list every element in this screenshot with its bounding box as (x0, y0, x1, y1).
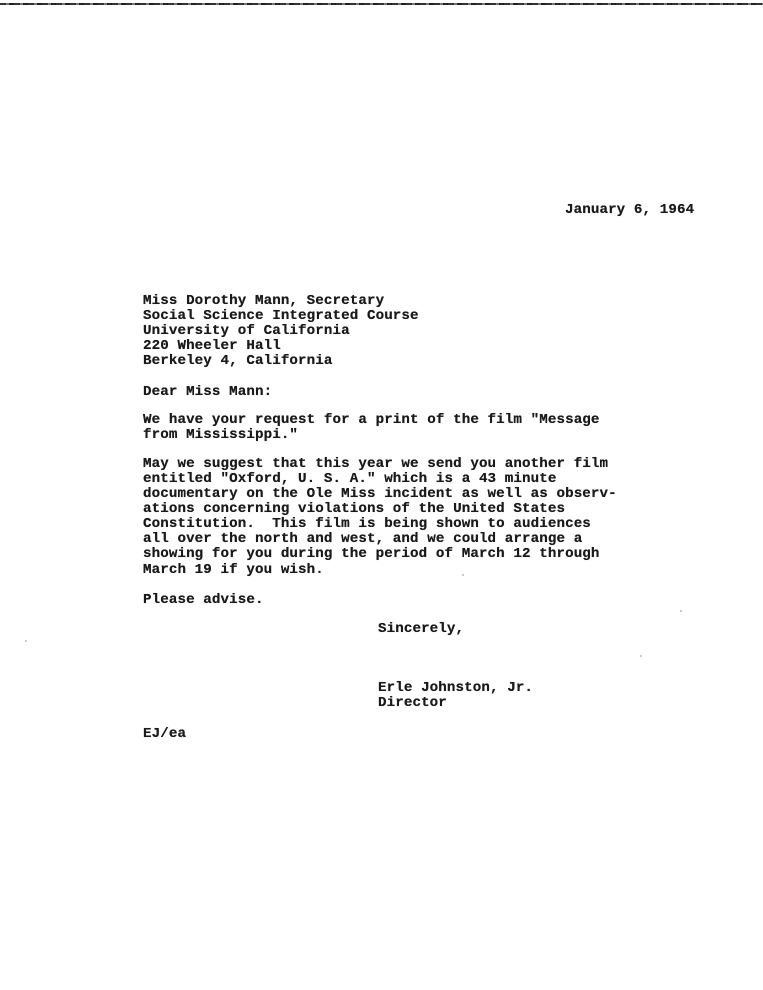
reference-initials: EJ/ea (143, 726, 187, 742)
recipient-line: Miss Dorothy Mann, Secretary (143, 293, 385, 309)
page-top-edge (0, 3, 763, 5)
signer-name: Erle Johnston, Jr. (378, 680, 534, 696)
scan-speck (462, 574, 464, 576)
paragraph-line: documentary on the Ole Miss incident as well as observ- (143, 486, 617, 502)
letter-date: January 6, 1964 (565, 202, 695, 218)
paragraph-line: from Mississippi." (143, 427, 299, 443)
paragraph-line: We have your request for a print of the film "Message (143, 412, 600, 428)
paragraph-line: May we suggest that this year we send you another film (143, 456, 609, 472)
paragraph-line: all over the north and west, and we could arrange a (143, 531, 583, 547)
closing-request: Please advise. (143, 592, 264, 608)
scan-speck (25, 640, 27, 642)
paragraph-line: Constitution. This film is being shown to audiences (143, 516, 591, 532)
recipient-line: 220 Wheeler Hall (143, 338, 281, 354)
salutation: Dear Miss Mann: (143, 384, 273, 400)
scan-speck (680, 610, 682, 612)
recipient-line: University of California (143, 323, 350, 339)
recipient-line: Berkeley 4, California (143, 353, 333, 369)
paragraph-line: March 19 if you wish. (143, 562, 324, 578)
recipient-line: Social Science Integrated Course (143, 308, 419, 324)
paragraph-line: ations concerning violations of the United States (143, 501, 566, 517)
signer-title: Director (378, 695, 447, 711)
paragraph-line: entitled "Oxford, U. S. A." which is a 43 minute (143, 471, 557, 487)
paragraph-line: showing for you during the period of March 12 through (143, 546, 600, 562)
scan-speck (640, 655, 642, 657)
complimentary-close: Sincerely, (378, 621, 465, 637)
